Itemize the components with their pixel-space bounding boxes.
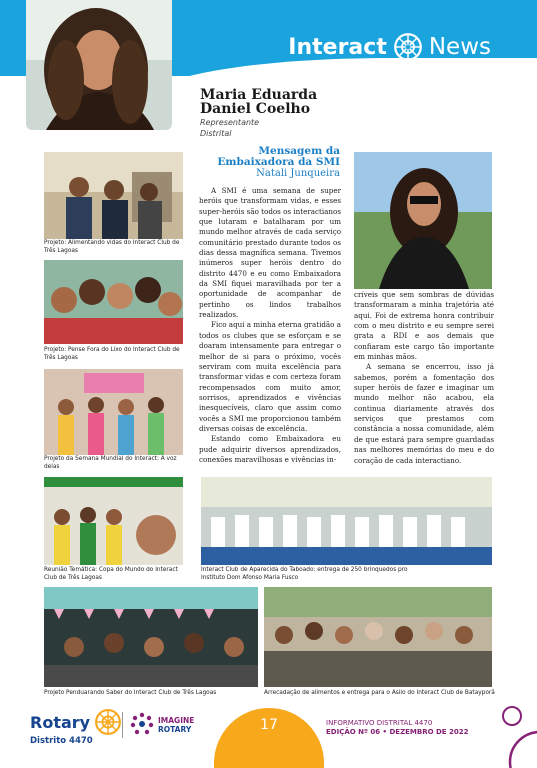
photo-asilo-bataypora [264,587,492,687]
article-title-line1: Mensagem da [258,145,340,157]
rotary-wheel-icon [393,32,423,62]
caption-asilo-bataypora: Arrecadação de alimentos e entrega para o Asilo do Interact Club de Batayporã [264,690,495,696]
article-paragraph: críveis que sem sombras de dúvidas transformaram a minha trajetória até aqui. Foi de extrema honra contribuir com o meu distrito e eu sempre serei grata a RDI e aos demais que confiaram este cargo tão importante em minhas mãos. [354,290,494,362]
imagine-label: IMAGINE [158,716,195,725]
article-paragraph: A SMI é uma semana de super heróis que transformam vidas, e esses super-heróis são todos os interactianos que lutaram e batalharam por um mundo melhor através de cada serviço comunitário prestado durante todos os dias dessa magnífica semana. Tivemos inúmeros super heróis dentro do distrito 4470 e eu como Embaixadora da SMI fiquei maravilhada por ter a oportunidade de acompanhar de pertinho os lindos trabalhos realizados. [199,186,341,320]
publication-title: INFORMATIVO DISTRITAL 4470 [326,719,433,727]
distrito-label: Distrito 4470 [30,736,93,746]
ambassador-photo [354,152,492,289]
caption-penduarando-saber: Projeto Penduarando Saber do Interact Club de Três Lagoas [44,690,217,696]
author-block [200,88,317,138]
page-number: 17 [260,717,278,733]
article-paragraph: Estando como Embaixadora eu pude adquirir diversos aprendizados, conexões maravilhosas e vivências in- [199,434,341,464]
representative-portrait [26,0,172,130]
decorative-circles-icon [480,700,537,768]
rotary-wordmark: Rotary [30,712,91,732]
article-title-line2: Embaixadora da SMI [217,156,340,168]
article-column-1 [199,186,341,472]
photo-aparecida-do-taboado [201,477,492,565]
article-paragraph: Fico aqui a minha eterna gratidão a todos os clubes que se esforçam e se doaram intensamente para entregar o melhor de si para o próximo, vocês serviram com muita excelência para transformar vidas e com certeza foram recompensados com muito amor, sorrisos, aprendizados e vivências inesquecíveis, claro que assim como vocês a SMI me proporcionou também diversas coisas de excelência. [199,320,341,433]
footer-publication-info [326,719,469,737]
author-name-line2: Daniel Coelho [200,101,311,117]
page-number-badge [214,708,324,768]
photo-alimentando-vidas [44,152,183,239]
photo-penduarando-saber [44,587,258,687]
photo-a-voz-delas [44,369,183,455]
author-role-line2: Distrital [200,129,232,138]
article-author: Natali Junqueira [256,168,340,179]
caption-pense-fora-do-lixo: Projeto: Pense Fora do Lixo do Interact Club de Três Lagoas [44,347,180,361]
brand [288,32,491,62]
rotary-gold-wheel-icon [94,708,122,736]
imagine-sub-label: ROTARY [158,725,192,734]
article-title [200,146,340,179]
article-column-2 [354,290,494,472]
brand-interact: Interact [288,34,387,60]
author-name-line1: Maria Eduarda [200,87,318,103]
caption-copa-do-mundo: Reunião Temática: Copa do Mundo do Interact Club de Três Lagoas [44,567,178,581]
caption-aparecida-do-taboado: Interact Club de Aparecida do Taboado: entrega de 250 brinquedos pro Instituto Dom Afonso Maria Fusco [201,567,408,581]
publication-edition: EDIÇÃO Nº 06 • DEZEMBRO DE 2022 [326,728,469,736]
author-role-line1: Representante [200,118,260,127]
caption-a-voz-delas: Projeto da Semana Mundial do Interact: A voz delas [44,456,177,470]
rotary-footer-logo [30,708,122,746]
photo-copa-do-mundo [44,477,183,565]
imagine-rotary-icon [130,712,154,736]
footer-divider [122,712,123,738]
photo-pense-fora-do-lixo [44,260,183,344]
imagine-rotary-text [158,716,194,734]
caption-alimentando-vidas: Projeto: Alimentando vidas do Interact Club de Três Lagoas [44,240,180,254]
article-paragraph: A semana se encerrou, isso já sabemos, porém a fomentação dos super heróis de fazer e imaginar um mundo melhor não acabou, ela continua diariamente através dos serviços que prestamos com constância a nossa comunidade, além de que estará para sempre guardadas nas melhores memórias do meu e do coração de cada interactiano. [354,362,494,465]
brand-news: News [428,34,491,60]
